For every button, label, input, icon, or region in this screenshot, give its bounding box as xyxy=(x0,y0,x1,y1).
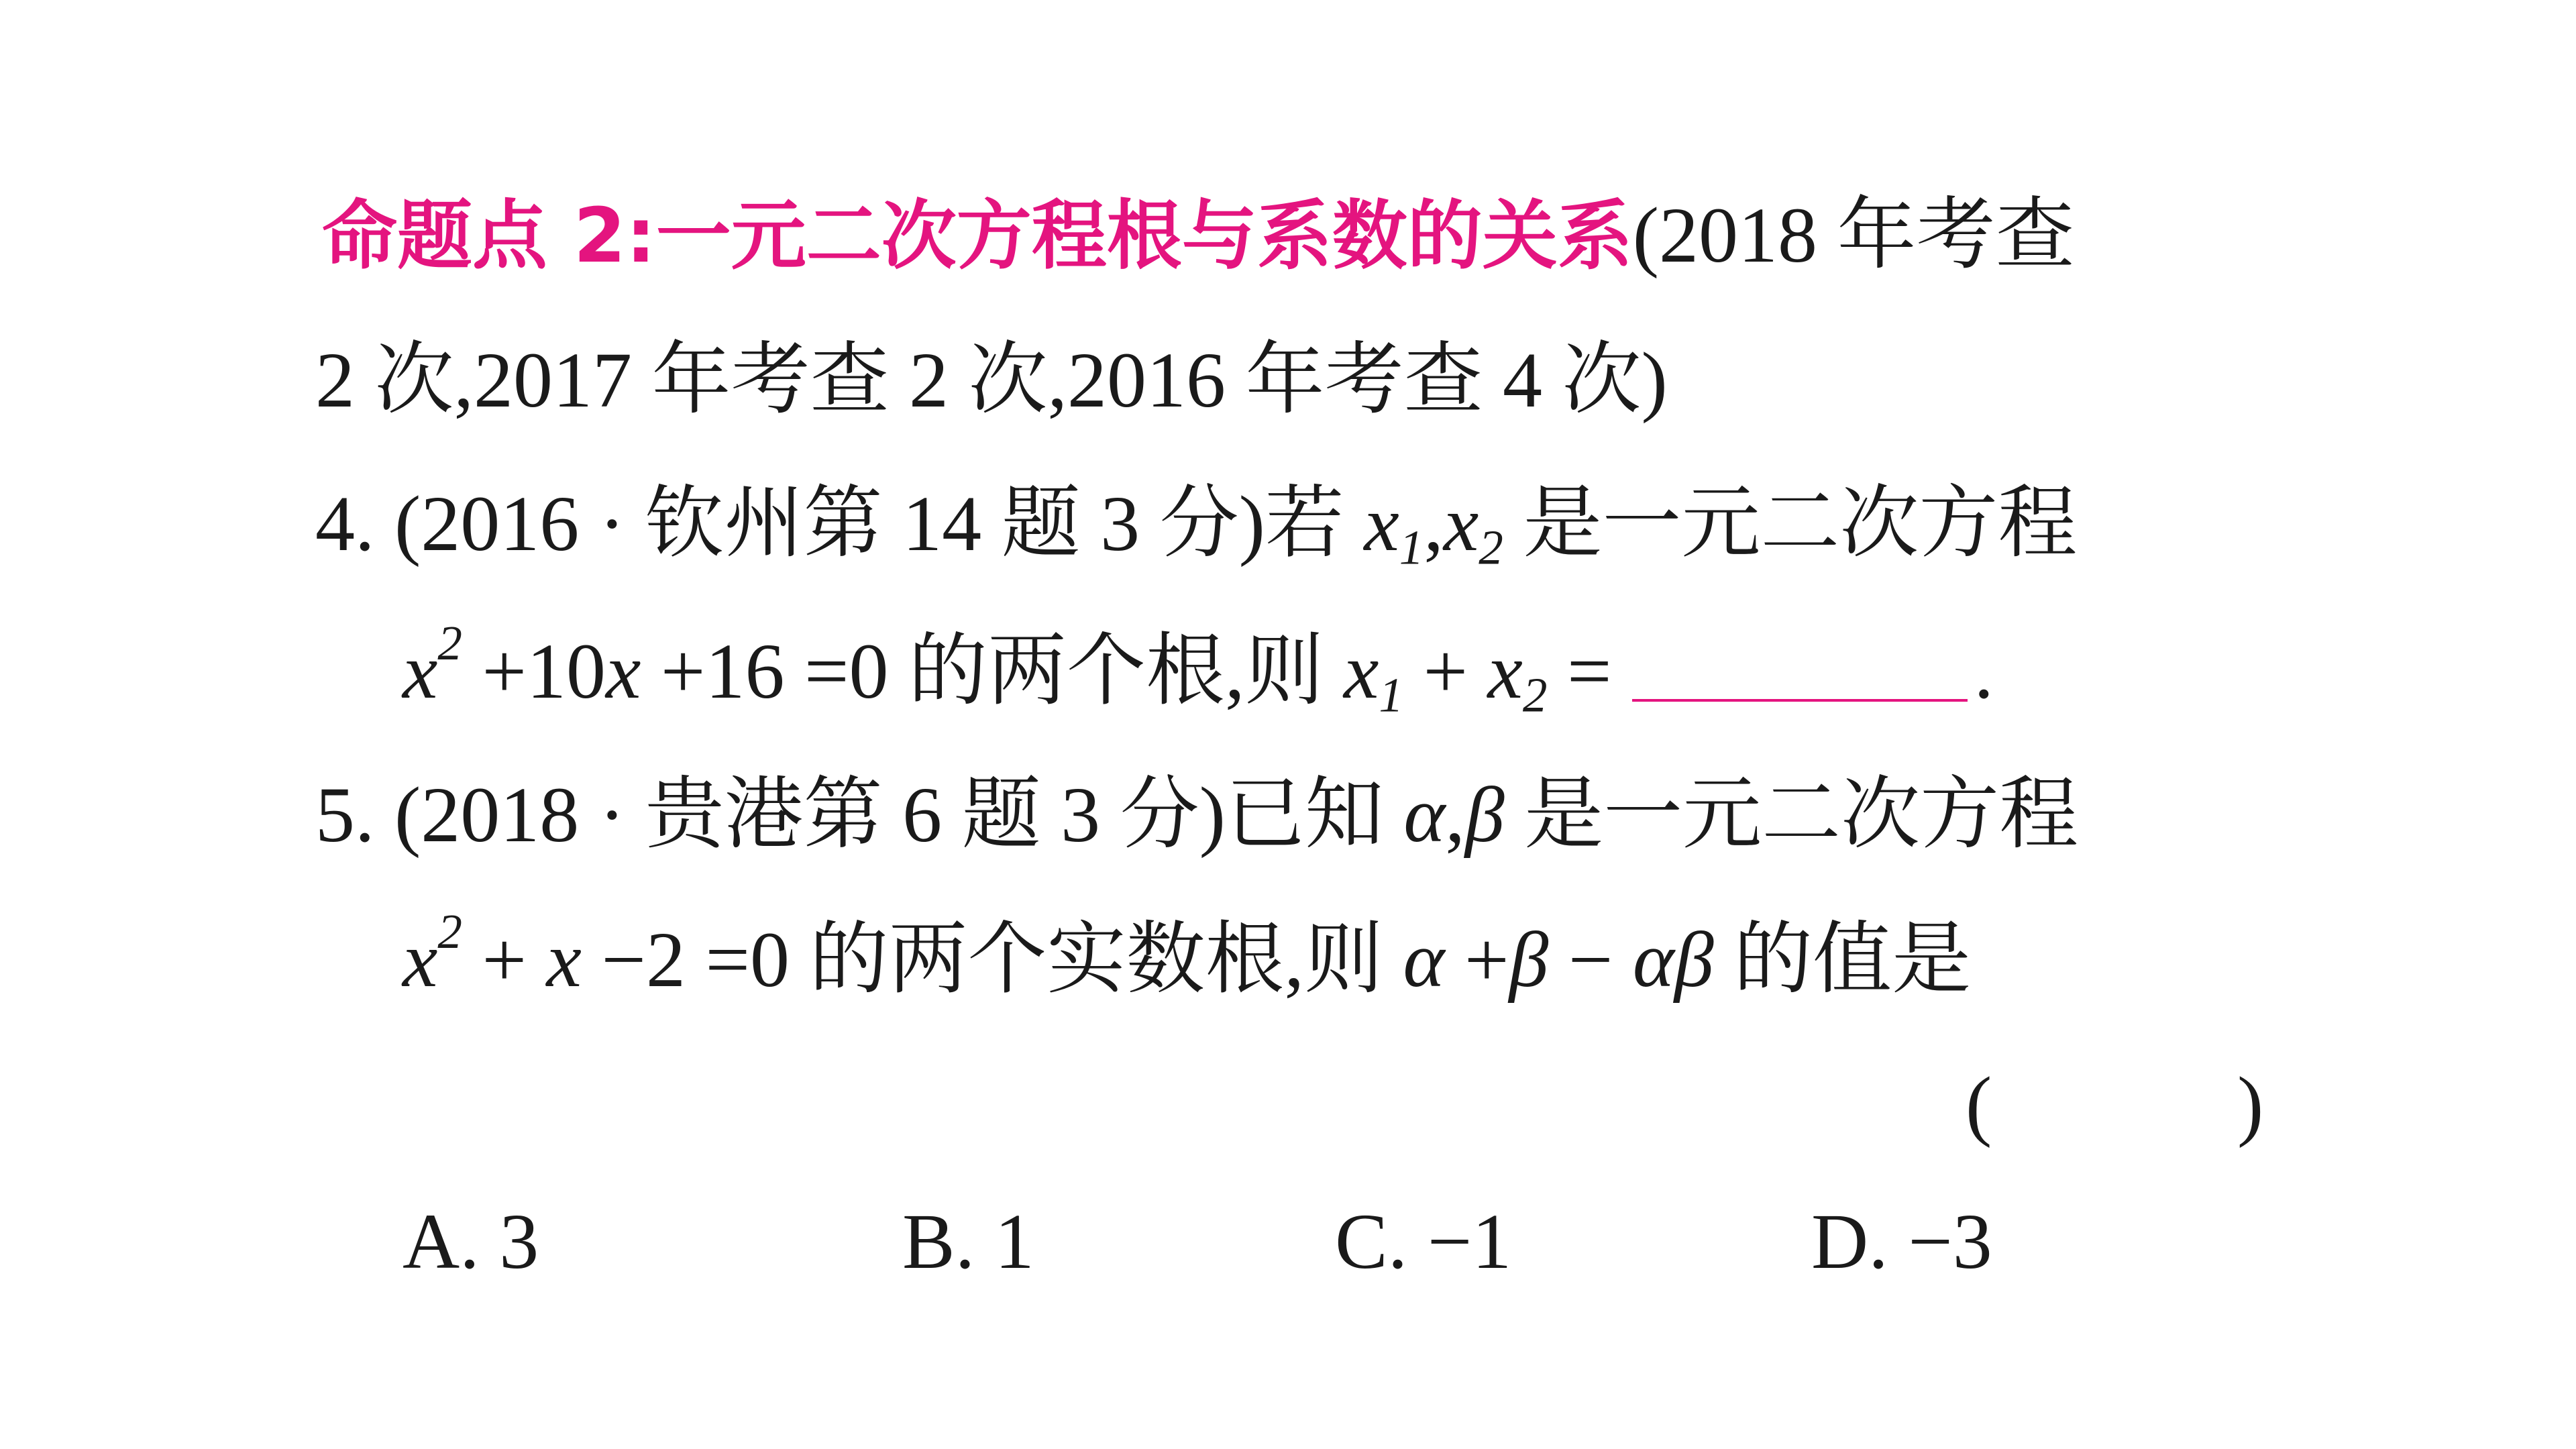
question-5-lead: 已知 xyxy=(1225,771,1384,859)
option-b[interactable]: B. 1 xyxy=(902,1197,1034,1285)
plus-sign: + xyxy=(1444,916,1509,1004)
question-5-line2 xyxy=(402,904,1972,1004)
topic-note-part1: (2018 年考查 xyxy=(1632,191,2075,279)
answer-paren-open: ( xyxy=(1966,1061,1992,1148)
question-4-line1 xyxy=(315,480,2078,575)
question-5-tail2: 的值是 xyxy=(1733,916,1972,1004)
question-5-number: 5. xyxy=(315,771,375,859)
topic-heading-line1 xyxy=(322,191,2075,280)
eq-part2: +16 =0 的两个根,则 xyxy=(660,627,1324,715)
var-x2-sum: $x_2$ xyxy=(1487,627,1548,722)
eq-part: +10 xyxy=(482,627,606,715)
question-4-line2 xyxy=(402,615,1994,722)
option-c[interactable]: C. −1 xyxy=(1335,1197,1512,1285)
question-4-lead: 若 xyxy=(1265,480,1344,568)
var-beta: β xyxy=(1509,916,1549,1004)
topic-title: 命题点 2:一元二次方程根与系数的关系 xyxy=(322,193,1633,280)
var-alpha-beta: αβ xyxy=(1632,916,1714,1004)
topic-note-part2: 2 次,2017 年考查 2 次,2016 年考查 4 次) xyxy=(315,336,1668,424)
var-x: x xyxy=(546,916,582,1004)
var-x1-sum: $x_1$ xyxy=(1344,627,1403,722)
comma: , xyxy=(1424,480,1444,568)
question-4-tail1: 是一元二次方程 xyxy=(1523,480,2078,568)
question-4-source: (2016 · 钦州第 14 题 3 分) xyxy=(394,480,1265,568)
var-x2: $x_2$ xyxy=(1443,480,1503,575)
var-beta: β xyxy=(1464,771,1505,859)
var-x1: $x_1$ xyxy=(1364,480,1424,575)
eq-part: + xyxy=(462,916,547,1004)
question-5-source: (2018 · 贵港第 6 题 3 分) xyxy=(394,771,1226,859)
plus-sign: + xyxy=(1403,627,1468,715)
var-x: x xyxy=(606,627,641,715)
eq-part2: −2 =0 的两个实数根,则 xyxy=(581,916,1383,1004)
answer-paren-close: ) xyxy=(2237,1061,2264,1148)
minus-sign: − xyxy=(1548,916,1613,1004)
period: . xyxy=(1974,627,1994,715)
var-x-squared: $x^2$ xyxy=(402,904,462,1004)
var-x-squared: $x^2$ xyxy=(402,615,462,715)
topic-heading-line2 xyxy=(315,336,1668,424)
question-5-line1 xyxy=(315,771,2079,859)
question-5-tail1: 是一元二次方程 xyxy=(1524,771,2079,859)
question-4-number: 4. xyxy=(315,480,375,568)
var-alpha: α xyxy=(1403,771,1446,859)
comma: , xyxy=(1445,771,1465,859)
option-d[interactable]: D. −3 xyxy=(1811,1197,1992,1285)
answer-blank[interactable] xyxy=(1632,699,1968,702)
var-alpha: α xyxy=(1403,916,1445,1004)
equals-sign: = xyxy=(1547,627,1612,715)
option-a[interactable]: A. 3 xyxy=(402,1197,539,1285)
